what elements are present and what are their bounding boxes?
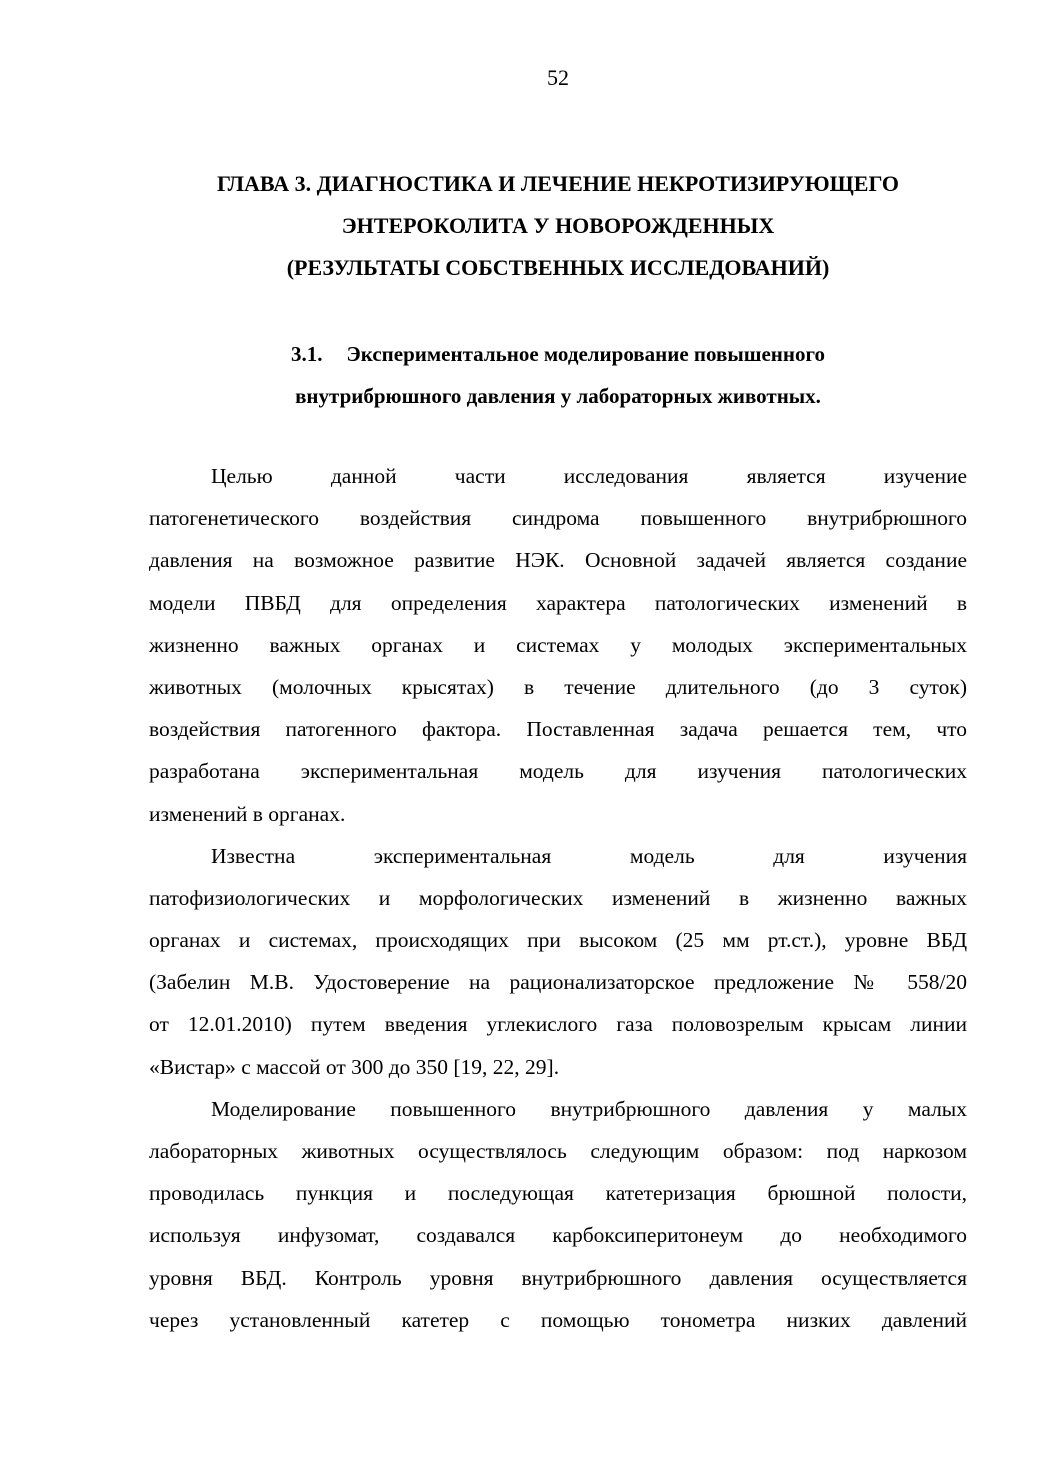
paragraph <box>149 455 967 835</box>
text-line: через установленный катетер с помощью тонометра низких давлений <box>149 1307 967 1332</box>
text-line: патогенетического воздействия синдрома повышенного внутрибрюшного <box>149 506 967 531</box>
text-line: жизненно важных органах и системах у молодых экспериментальных <box>149 632 967 657</box>
chapter-title <box>148 163 968 289</box>
text-line: воздействия патогенного фактора. Поставленная задача решается тем, что <box>149 717 967 742</box>
text-line: разработана экспериментальная модель для изучения патологических <box>149 759 967 784</box>
body-text <box>149 455 967 1341</box>
text-line: уровня ВБД. Контроль уровня внутрибрюшного давления осуществляется <box>149 1265 967 1290</box>
text-line: используя инфузомат, создавался карбоксиперитонеум до необходимого <box>149 1223 967 1248</box>
text-line: давления на возможное развитие НЭК. Основной задачей является создание <box>149 548 967 573</box>
text-line: изменений в органах. <box>149 801 346 826</box>
text-line: Моделирование повышенного внутрибрюшного давления у малых <box>211 1096 967 1121</box>
text-line: от 12.01.2010) путем введения углекислого газа половозрелым крысам линии <box>149 1012 967 1037</box>
section-heading <box>148 333 968 417</box>
chapter-title-line: (РЕЗУЛЬТАТЫ СОБСТВЕННЫХ ИССЛЕДОВАНИЙ) <box>286 255 830 280</box>
section-number: 3.1. <box>291 342 323 366</box>
text-line: Целью данной части исследования является изучение <box>211 464 967 488</box>
page-number: 52 <box>547 65 569 90</box>
paragraph <box>149 835 967 1088</box>
chapter-title-line: ЭНТЕРОКОЛИТА У НОВОРОЖДЕННЫХ <box>341 213 775 238</box>
text-line: модели ПВБД для определения характера патологических изменений в <box>149 590 967 615</box>
paragraph <box>149 1088 967 1341</box>
section-title-line: внутрибрюшного давления у лабораторных животных. <box>295 384 821 408</box>
text-line: органах и системах, происходящих при высоком (25 мм рт.ст.), уровне ВБД <box>149 928 967 953</box>
text-line: лабораторных животных осуществлялось следующим образом: под наркозом <box>149 1139 967 1163</box>
section-title-line: Экспериментальное моделирование повышенного <box>346 342 825 366</box>
text-line: (Забелин М.В. Удостоверение на рационализаторское предложение № 558/20 <box>149 970 967 995</box>
section-heading-line <box>148 333 968 375</box>
text-line: проводилась пункция и последующая катетеризация брюшной полости, <box>149 1181 967 1206</box>
text-line: животных (молочных крысятах) в течение длительного (до 3 суток) <box>149 674 967 699</box>
text-line: «Вистар» с массой от 300 до 350 [19, 22, 29]. <box>149 1054 560 1079</box>
chapter-title-line: ГЛАВА 3. ДИАГНОСТИКА И ЛЕЧЕНИЕ НЕКРОТИЗИРУЮЩЕГО <box>216 171 900 196</box>
text-line: Известна экспериментальная модель для изучения <box>211 843 967 868</box>
text-line: патофизиологических и морфологических изменений в жизненно важных <box>149 885 967 910</box>
